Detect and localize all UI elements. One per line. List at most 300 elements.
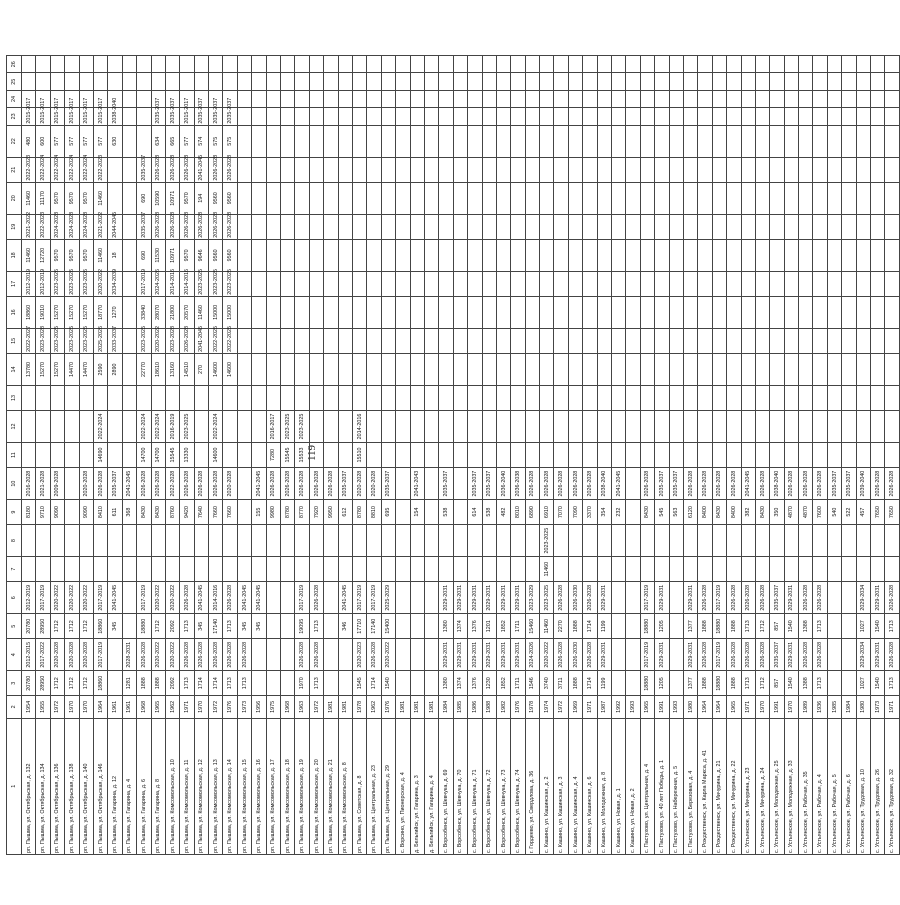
value-cell	[827, 239, 841, 271]
value-cell	[871, 329, 885, 354]
value-cell	[885, 239, 899, 271]
value-cell	[755, 90, 769, 107]
value-cell: 6120	[683, 500, 697, 525]
value-cell: 2026-2028	[309, 582, 323, 614]
value-cell	[799, 125, 813, 157]
table-row	[410, 56, 424, 855]
address-cell: с. Пастухово, ул. Березовая, д. 4	[683, 718, 697, 854]
value-cell	[770, 296, 784, 328]
table-row	[36, 56, 50, 855]
value-cell	[266, 108, 280, 125]
value-cell	[683, 90, 697, 107]
column-header: 6	[7, 582, 22, 614]
value-cell	[396, 443, 410, 468]
value-cell: 2026-2028	[583, 467, 597, 499]
value-cell	[583, 73, 597, 90]
year-cell: 1968	[137, 696, 151, 718]
value-cell	[525, 410, 539, 442]
value-cell: 1714	[583, 671, 597, 696]
value-cell: 2022-2024	[36, 157, 50, 182]
value-cell	[597, 108, 611, 125]
value-cell	[151, 386, 165, 411]
value-cell	[741, 125, 755, 157]
value-cell: 2022-2024	[93, 410, 107, 442]
value-cell	[511, 296, 525, 328]
value-cell	[597, 182, 611, 214]
value-cell: 457	[856, 500, 870, 525]
value-cell: 574	[194, 125, 208, 157]
value-cell: 13780	[22, 353, 36, 385]
value-cell	[727, 386, 741, 411]
value-cell	[683, 443, 697, 468]
value-cell	[439, 108, 453, 125]
address-cell: рп. Пышма, ул. Комсомольская, д. 16	[252, 718, 266, 854]
value-cell: 2023-2025	[194, 271, 208, 296]
value-cell	[511, 557, 525, 582]
value-cell	[568, 182, 582, 214]
value-cell	[784, 125, 798, 157]
value-cell	[309, 353, 323, 385]
value-cell	[137, 56, 151, 74]
value-cell	[554, 239, 568, 271]
value-cell	[727, 239, 741, 271]
value-cell	[871, 73, 885, 90]
value-cell	[741, 56, 755, 74]
value-cell: 1713	[813, 614, 827, 639]
value-cell: 2041-2045	[612, 467, 626, 499]
value-cell	[137, 386, 151, 411]
value-cell: 2029-2034	[856, 582, 870, 614]
value-cell	[338, 639, 352, 671]
table-row	[525, 56, 539, 855]
value-cell	[266, 125, 280, 157]
value-cell	[612, 90, 626, 107]
year-cell: 1965	[640, 696, 654, 718]
value-cell	[770, 329, 784, 354]
value-cell: 2025-2026	[93, 329, 107, 354]
value-cell	[784, 353, 798, 385]
value-cell	[741, 296, 755, 328]
value-cell	[784, 296, 798, 328]
value-cell: 2026-2028	[223, 214, 237, 239]
value-cell: 18770	[93, 296, 107, 328]
value-cell	[669, 271, 683, 296]
address-cell: с. Кашино, ул. Кашинская, д. 3	[554, 718, 568, 854]
value-cell: 1713	[180, 671, 194, 696]
value-cell	[669, 239, 683, 271]
value-cell: 2024-2028	[65, 214, 79, 239]
value-cell	[295, 56, 309, 74]
value-cell	[597, 271, 611, 296]
value-cell: 1281	[122, 671, 136, 696]
value-cell: 15545	[165, 443, 179, 468]
value-cell: 2012-2015	[22, 639, 36, 671]
year-cell: 1982	[496, 696, 510, 718]
year-cell: 1970	[79, 696, 93, 718]
value-cell	[482, 443, 496, 468]
value-cell: 2017-2019	[93, 639, 107, 671]
value-cell	[640, 90, 654, 107]
value-cell	[813, 125, 827, 157]
value-cell	[712, 239, 726, 271]
value-cell	[22, 410, 36, 442]
value-cell: 2022-2024	[209, 410, 223, 442]
value-cell: 2035-2037	[108, 467, 122, 499]
value-cell: 270	[194, 353, 208, 385]
value-cell: 2035-2037	[669, 467, 683, 499]
value-cell	[597, 73, 611, 90]
table-row	[612, 56, 626, 855]
value-cell	[439, 56, 453, 74]
value-cell	[65, 56, 79, 74]
value-cell	[396, 182, 410, 214]
value-cell	[482, 90, 496, 107]
value-cell: 2015-2017	[50, 108, 64, 125]
value-cell: 2026-2028	[93, 467, 107, 499]
value-cell	[496, 90, 510, 107]
address-cell: рп. Пышма, ул. Комсомольская, д. 20	[309, 718, 323, 854]
year-cell: 1970	[784, 696, 798, 718]
value-cell	[496, 557, 510, 582]
value-cell	[655, 329, 669, 354]
value-cell	[669, 108, 683, 125]
value-cell	[252, 90, 266, 107]
value-cell	[813, 443, 827, 468]
value-cell: 1377	[683, 614, 697, 639]
value-cell	[799, 271, 813, 296]
value-cell	[683, 525, 697, 557]
table-row	[468, 56, 482, 855]
value-cell	[338, 353, 352, 385]
value-cell: 1714	[367, 671, 381, 696]
value-cell	[79, 557, 93, 582]
value-cell	[453, 386, 467, 411]
address-cell: рп. Пышма, ул. Комсомольская, д. 11	[180, 718, 194, 854]
value-cell	[842, 56, 856, 74]
value-cell: 2026-2028	[295, 467, 309, 499]
value-cell: 2022-2023	[22, 157, 36, 182]
value-cell: 9570	[65, 182, 79, 214]
value-cell	[568, 443, 582, 468]
value-cell	[424, 214, 438, 239]
value-cell	[871, 125, 885, 157]
table-row	[396, 56, 410, 855]
value-cell: 2017-2019	[640, 582, 654, 614]
column-header: 19	[7, 214, 22, 239]
value-cell	[741, 353, 755, 385]
value-cell	[885, 125, 899, 157]
value-cell: 2035-2037	[381, 467, 395, 499]
value-cell	[468, 443, 482, 468]
value-cell: 2026-2028	[698, 639, 712, 671]
value-cell: 1380	[439, 671, 453, 696]
value-cell	[453, 125, 467, 157]
value-cell	[237, 271, 251, 296]
value-cell: 382	[741, 500, 755, 525]
value-cell: 2017-2019	[712, 639, 726, 671]
value-cell	[281, 329, 295, 354]
value-cell: 8760	[165, 500, 179, 525]
address-cell: рп. Пышма, ул. Октябрьская, д. 146	[93, 718, 107, 854]
value-cell	[50, 56, 64, 74]
value-cell	[496, 329, 510, 354]
table-row	[755, 56, 769, 855]
value-cell	[223, 73, 237, 90]
value-cell	[842, 386, 856, 411]
value-cell	[683, 410, 697, 442]
value-cell: 2029-2031	[511, 639, 525, 671]
value-cell	[295, 557, 309, 582]
value-cell	[712, 410, 726, 442]
value-cell: 1712	[65, 614, 79, 639]
value-cell: 634	[151, 125, 165, 157]
value-cell	[698, 443, 712, 468]
value-cell	[842, 410, 856, 442]
value-cell: 15270	[50, 353, 64, 385]
value-cell	[597, 239, 611, 271]
value-cell	[266, 90, 280, 107]
value-cell: 2026-2028	[309, 639, 323, 671]
value-cell	[540, 157, 554, 182]
value-cell	[453, 90, 467, 107]
value-cell	[324, 386, 338, 411]
value-cell: 18860	[22, 296, 36, 328]
value-cell	[626, 525, 640, 557]
year-cell: 1976	[511, 696, 525, 718]
column-header: 26	[7, 56, 22, 74]
value-cell: 2092	[165, 614, 179, 639]
value-cell	[583, 271, 597, 296]
value-cell	[640, 239, 654, 271]
value-cell: 630	[108, 125, 122, 157]
address-cell: с. Устьянское, ул. Рабочая, д. 5	[827, 718, 841, 854]
value-cell	[525, 214, 539, 239]
year-cell: 1993	[669, 696, 683, 718]
column-header: 18	[7, 239, 22, 271]
value-cell: 2020-2028	[352, 467, 366, 499]
value-cell	[856, 410, 870, 442]
value-cell	[712, 557, 726, 582]
value-cell	[727, 73, 741, 90]
value-cell	[842, 296, 856, 328]
value-cell: 2041-2045	[237, 582, 251, 614]
value-cell	[165, 525, 179, 557]
value-cell	[410, 614, 424, 639]
value-cell	[122, 73, 136, 90]
value-cell	[813, 108, 827, 125]
value-cell: 8430	[640, 500, 654, 525]
value-cell	[453, 443, 467, 468]
value-cell	[237, 90, 251, 107]
value-cell: 2020-2022	[381, 639, 395, 671]
value-cell	[799, 108, 813, 125]
value-cell	[381, 410, 395, 442]
value-cell: 2025-2029	[381, 582, 395, 614]
value-cell	[281, 73, 295, 90]
value-cell: 2026-2028	[165, 157, 179, 182]
value-cell: 17140	[367, 614, 381, 639]
value-cell: 538	[439, 500, 453, 525]
value-cell: 2020-2028	[50, 639, 64, 671]
value-cell	[741, 386, 755, 411]
address-cell: рп. Пышма, ул. Гагарина, д. 8	[151, 718, 165, 854]
value-cell	[439, 125, 453, 157]
value-cell: 1711	[511, 671, 525, 696]
value-cell	[381, 125, 395, 157]
value-cell	[482, 353, 496, 385]
value-cell	[540, 182, 554, 214]
value-cell: 1852	[496, 671, 510, 696]
value-cell: 2020-2022	[65, 582, 79, 614]
value-cell: 28070	[151, 296, 165, 328]
value-cell	[137, 525, 151, 557]
value-cell: 577	[50, 125, 64, 157]
value-cell	[640, 73, 654, 90]
value-cell: 14600	[209, 353, 223, 385]
address-cell: рп. Пышма, ул. Гагарина, д. 6	[137, 718, 151, 854]
value-cell	[496, 56, 510, 74]
value-cell	[410, 271, 424, 296]
value-cell: 10971	[165, 182, 179, 214]
value-cell	[122, 239, 136, 271]
value-cell	[36, 73, 50, 90]
value-cell: 2041-2045	[194, 582, 208, 614]
value-cell	[396, 639, 410, 671]
column-header: 21	[7, 157, 22, 182]
value-cell	[655, 386, 669, 411]
table-row	[165, 56, 179, 855]
value-cell: 2015-2017	[22, 108, 36, 125]
table-row	[669, 56, 683, 855]
value-cell	[468, 56, 482, 74]
value-cell	[352, 557, 366, 582]
value-cell	[381, 329, 395, 354]
value-cell	[683, 557, 697, 582]
value-cell: 7920	[309, 500, 323, 525]
value-cell: 15270	[50, 296, 64, 328]
value-cell: 1027	[856, 614, 870, 639]
value-cell	[655, 90, 669, 107]
value-cell	[885, 271, 899, 296]
value-cell	[352, 329, 366, 354]
column-header: 11	[7, 443, 22, 468]
value-cell	[266, 239, 280, 271]
value-cell	[698, 239, 712, 271]
value-cell: 2026-2028	[683, 467, 697, 499]
value-cell: 2023-2029	[525, 582, 539, 614]
value-cell	[338, 90, 352, 107]
value-cell	[612, 386, 626, 411]
value-cell	[352, 386, 366, 411]
value-cell	[842, 271, 856, 296]
value-cell: 665	[165, 125, 179, 157]
value-cell	[540, 353, 554, 385]
value-cell	[439, 73, 453, 90]
value-cell	[252, 182, 266, 214]
value-cell	[568, 271, 582, 296]
value-cell	[597, 443, 611, 468]
value-cell: 695	[381, 500, 395, 525]
value-cell	[410, 671, 424, 696]
value-cell	[410, 182, 424, 214]
value-cell	[827, 157, 841, 182]
value-cell: 2023-2025	[281, 410, 295, 442]
value-cell: 11530	[151, 239, 165, 271]
value-cell	[640, 353, 654, 385]
value-cell	[367, 56, 381, 74]
value-cell	[309, 271, 323, 296]
value-cell	[439, 410, 453, 442]
value-cell	[640, 525, 654, 557]
value-cell	[640, 157, 654, 182]
value-cell: 1712	[79, 614, 93, 639]
value-cell	[352, 108, 366, 125]
value-cell	[698, 353, 712, 385]
value-cell	[352, 56, 366, 74]
value-cell	[496, 239, 510, 271]
value-cell	[108, 157, 122, 182]
value-cell	[65, 443, 79, 468]
value-cell	[540, 386, 554, 411]
value-cell	[209, 557, 223, 582]
value-cell: 2026-2028	[151, 214, 165, 239]
value-cell	[741, 410, 755, 442]
value-cell	[540, 90, 554, 107]
value-cell	[381, 56, 395, 74]
table-row	[712, 56, 726, 855]
value-cell	[36, 443, 50, 468]
value-cell	[827, 108, 841, 125]
value-cell	[583, 296, 597, 328]
value-cell	[381, 525, 395, 557]
table-row	[367, 56, 381, 855]
address-cell: с. Устьянское, ул. Молодежная, д. 33	[784, 718, 798, 854]
column-header: 22	[7, 125, 22, 157]
value-cell: 9570	[79, 239, 93, 271]
value-cell	[180, 386, 194, 411]
value-cell	[252, 410, 266, 442]
value-cell	[93, 73, 107, 90]
value-cell	[79, 410, 93, 442]
value-cell	[93, 386, 107, 411]
value-cell	[410, 56, 424, 74]
value-cell: 2020-2022	[165, 582, 179, 614]
address-cell: рп. Пышма, ул. Гагарина, д. 12	[108, 718, 122, 854]
value-cell	[540, 410, 554, 442]
year-cell: 1971	[885, 696, 899, 718]
year-cell: 1956	[252, 696, 266, 718]
value-cell: 10971	[165, 239, 179, 271]
value-cell	[453, 271, 467, 296]
year-cell: 1964	[712, 696, 726, 718]
value-cell	[252, 214, 266, 239]
value-cell	[568, 73, 582, 90]
value-cell: 3370	[583, 500, 597, 525]
value-cell	[741, 329, 755, 354]
value-cell	[856, 157, 870, 182]
table-row	[180, 56, 194, 855]
value-cell	[396, 614, 410, 639]
value-cell	[295, 329, 309, 354]
value-cell: 7650	[871, 500, 885, 525]
value-cell: 345	[252, 614, 266, 639]
value-cell: 155	[252, 500, 266, 525]
value-cell: 2041-2045	[194, 157, 208, 182]
column-header: 1	[7, 718, 22, 854]
address-cell: с. Ворсобенск, ул. Шевчука, д. 73	[496, 718, 510, 854]
value-cell: 2035-2037	[165, 108, 179, 125]
value-cell: 15460	[525, 614, 539, 639]
